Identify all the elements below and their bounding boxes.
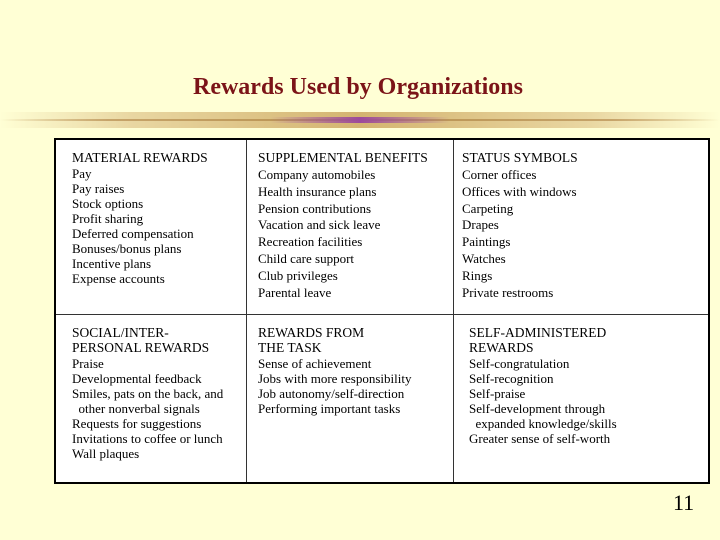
list-item: Job autonomy/self-direction	[258, 386, 405, 401]
list-item: Performing important tasks	[258, 401, 401, 416]
list-item: Rings	[462, 267, 493, 283]
cell-item-list	[258, 356, 450, 416]
list-item: Self-development through	[469, 401, 606, 416]
list-item: Offices with windows	[462, 183, 577, 199]
cell-heading	[258, 325, 450, 355]
list-item: Stock options	[72, 196, 144, 211]
cell-heading-line: MATERIAL REWARDS	[72, 150, 208, 165]
list-item: Jobs with more responsibility	[258, 371, 412, 386]
list-item: Deferred compensation	[72, 226, 194, 241]
page-number: 11	[673, 490, 695, 515]
list-item: Child care support	[258, 250, 355, 266]
cell-heading-line: SELF-ADMINISTERED	[469, 325, 607, 340]
list-item: Parental leave	[258, 284, 332, 300]
list-item: Greater sense of self-worth	[469, 431, 611, 446]
slide-title: Rewards Used by Organizations	[192, 74, 523, 100]
list-item: Health insurance plans	[258, 183, 377, 199]
cell-heading-line: STATUS SYMBOLS	[462, 150, 578, 165]
list-item: Smiles, pats on the back, and	[72, 386, 224, 401]
cell-heading	[469, 325, 706, 355]
list-item: Sense of achievement	[258, 356, 372, 371]
list-item: Expense accounts	[72, 271, 165, 286]
list-item: Pay	[72, 166, 92, 181]
list-item: Drapes	[462, 217, 499, 233]
list-item: Self-praise	[469, 386, 526, 401]
list-item: Praise	[72, 356, 104, 371]
list-item: Invitations to coffee or lunch	[72, 431, 223, 446]
list-item: Watches	[462, 250, 506, 266]
list-item: Wall plaques	[72, 446, 140, 461]
list-item: Club privileges	[258, 267, 338, 283]
list-item: Self-congratulation	[469, 356, 570, 371]
list-item: other nonverbal signals	[72, 401, 200, 416]
cell-heading	[462, 150, 706, 165]
rewards-from-task-cell	[258, 325, 450, 416]
cell-item-list	[72, 166, 244, 286]
cell-heading-line: REWARDS	[469, 340, 534, 355]
cell-heading-line: REWARDS FROM	[258, 325, 365, 340]
column-divider	[453, 140, 454, 482]
cell-heading	[72, 150, 244, 165]
list-item: Pension contributions	[258, 200, 372, 216]
list-item: Vacation and sick leave	[258, 217, 381, 233]
material-rewards-cell	[72, 150, 244, 286]
social-interpersonal-rewards-cell	[72, 325, 244, 461]
list-item: Paintings	[462, 234, 511, 250]
cell-heading	[258, 150, 450, 165]
cell-heading	[72, 325, 244, 355]
cell-item-list	[469, 356, 706, 446]
list-item: Private restrooms	[462, 284, 554, 300]
list-item: Profit sharing	[72, 211, 144, 226]
cell-heading-line: THE TASK	[258, 340, 322, 355]
supplemental-benefits-cell	[258, 150, 450, 301]
list-item: Incentive plans	[72, 256, 152, 271]
cell-item-list	[462, 167, 706, 301]
cell-heading-line: SOCIAL/INTER-	[72, 325, 169, 340]
column-divider	[246, 140, 247, 482]
title-underline-accent	[270, 117, 450, 123]
cell-item-list	[258, 167, 450, 301]
cell-heading-line: PERSONAL REWARDS	[72, 340, 210, 355]
rewards-table	[54, 138, 710, 484]
list-item: Carpeting	[462, 200, 514, 216]
list-item: Developmental feedback	[72, 371, 202, 386]
cell-item-list	[72, 356, 244, 461]
self-administered-rewards-cell	[469, 325, 706, 446]
list-item: Self-recognition	[469, 371, 554, 386]
list-item: expanded knowledge/skills	[469, 416, 617, 431]
list-item: Bonuses/bonus plans	[72, 241, 182, 256]
list-item: Recreation facilities	[258, 234, 363, 250]
list-item: Requests for suggestions	[72, 416, 202, 431]
cell-heading-line: SUPPLEMENTAL BENEFITS	[258, 150, 428, 165]
list-item: Company automobiles	[258, 167, 376, 182]
status-symbols-cell	[462, 150, 706, 301]
list-item: Pay raises	[72, 181, 125, 196]
list-item: Corner offices	[462, 167, 537, 182]
row-divider	[56, 314, 708, 315]
